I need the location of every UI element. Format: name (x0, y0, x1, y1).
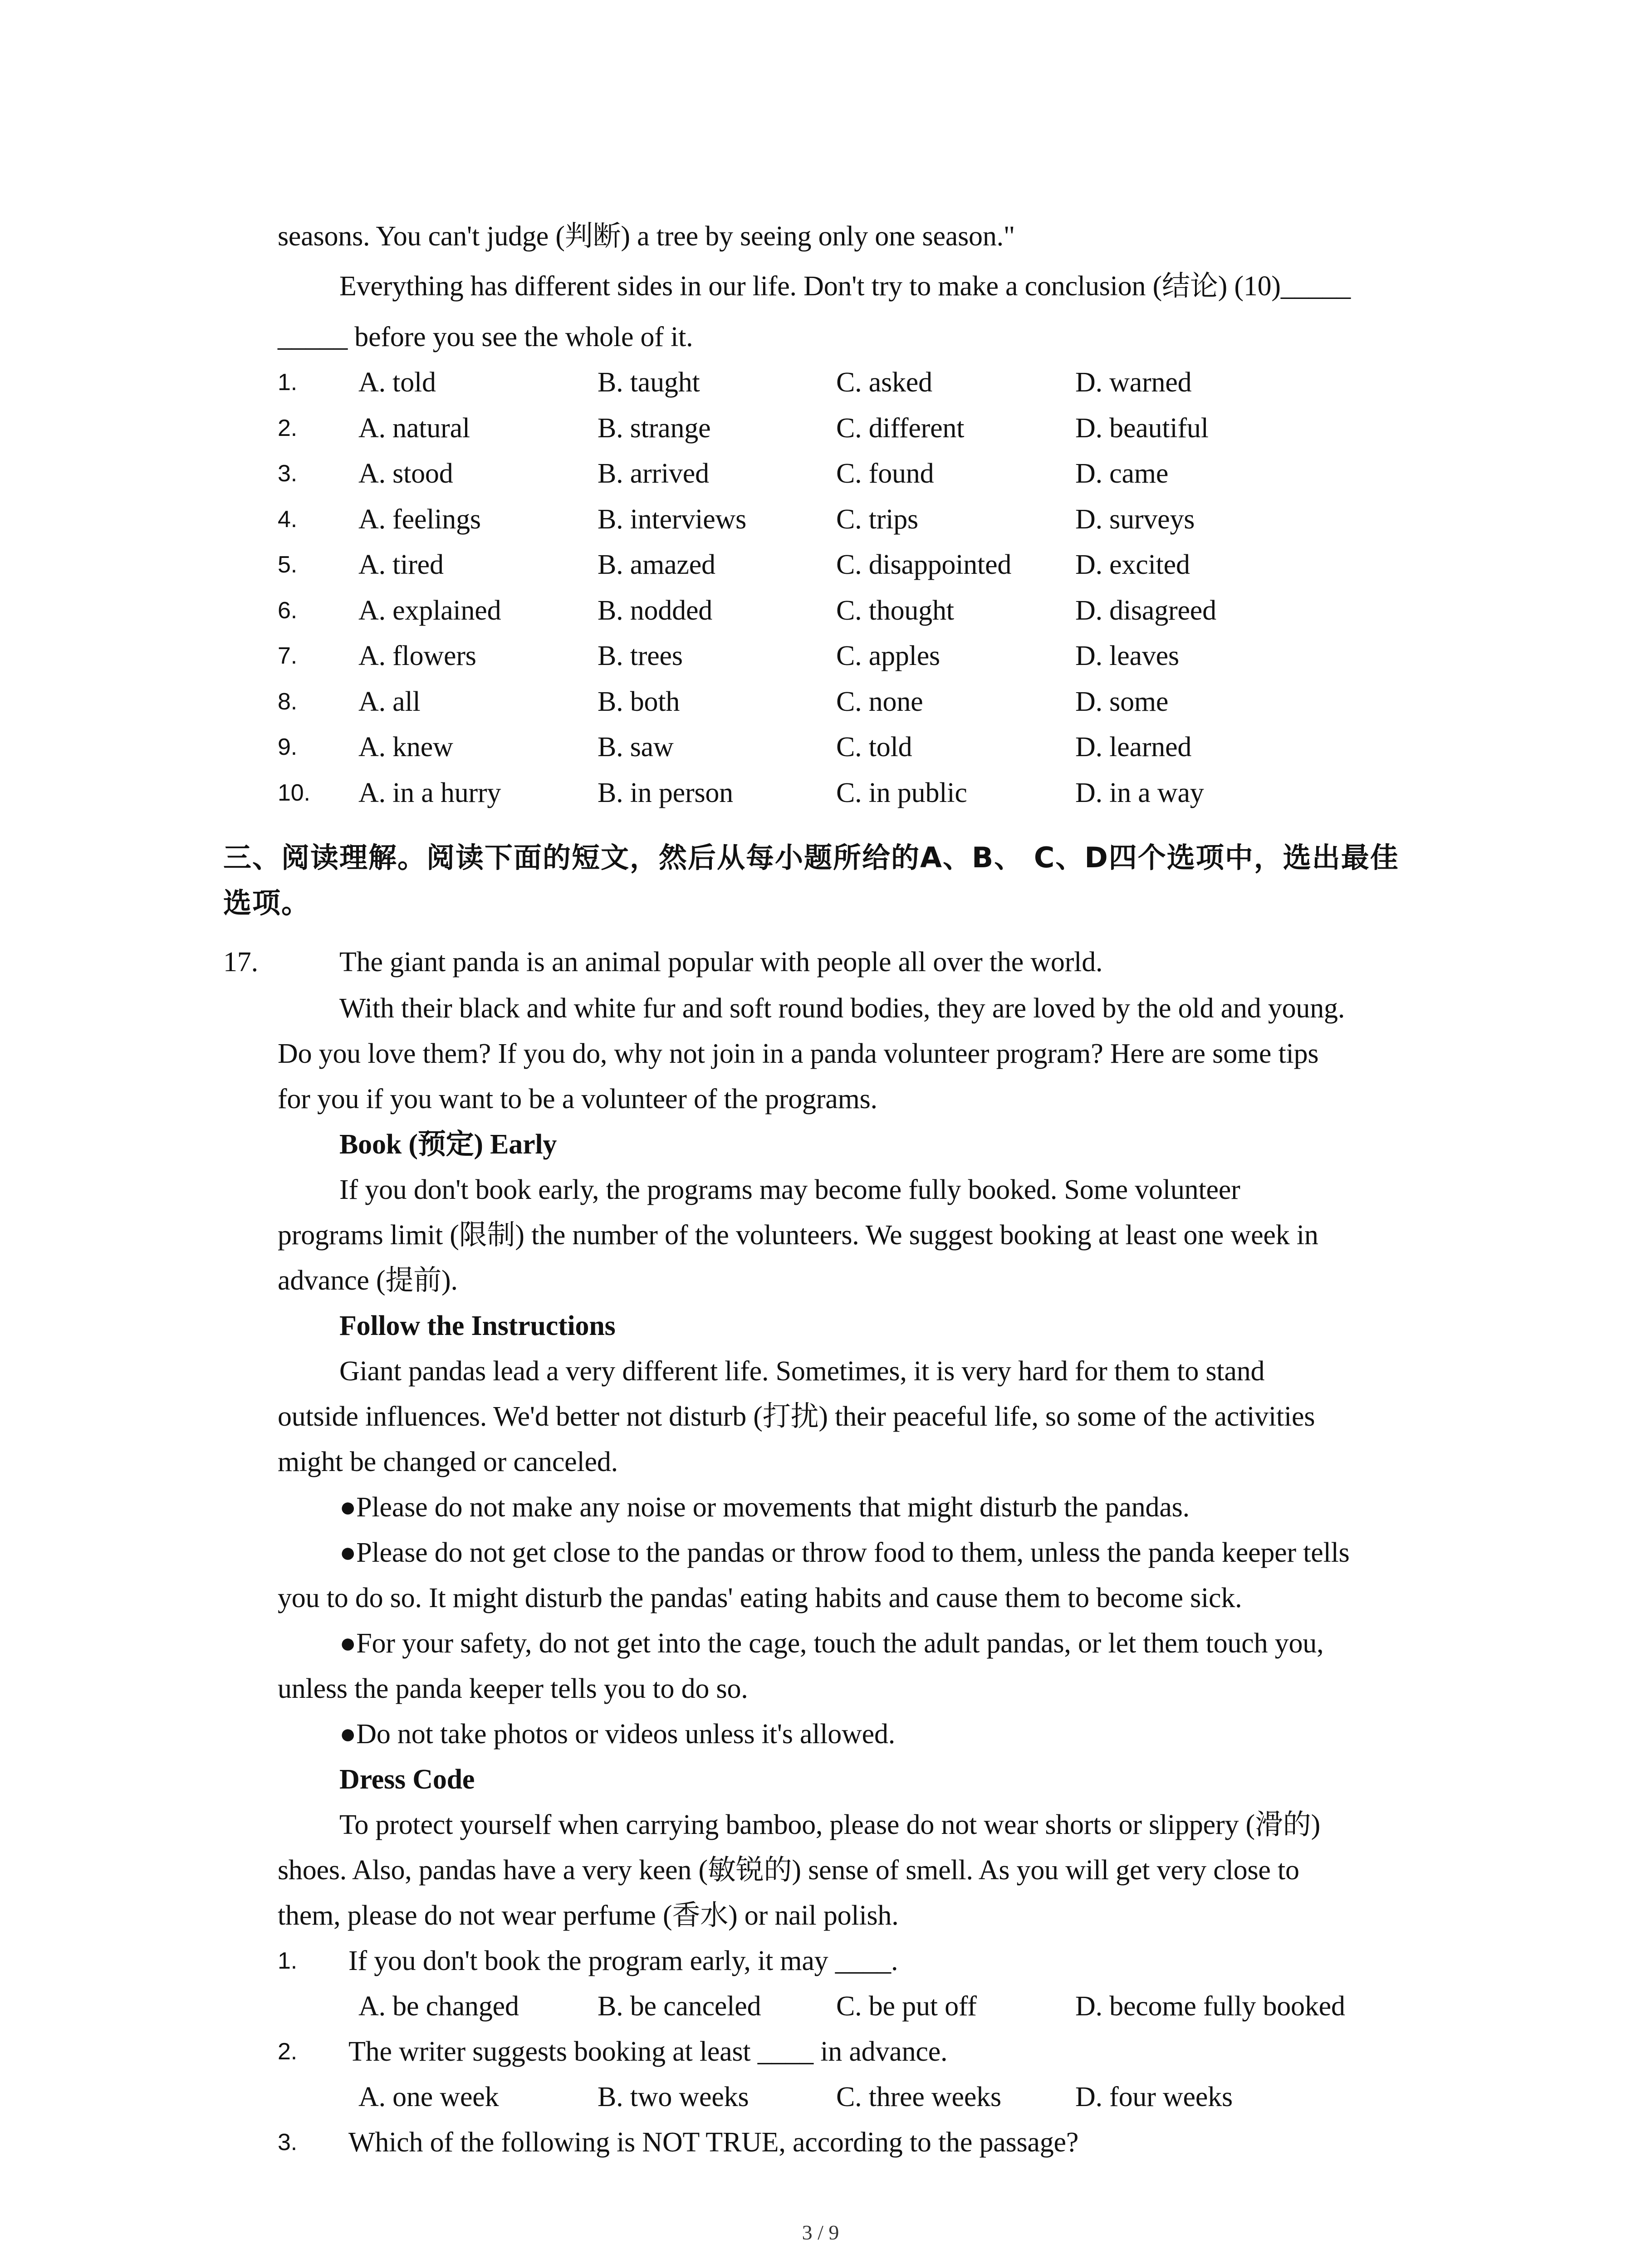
cloze-item-number: 10. (278, 780, 310, 806)
question-1-number: 1. (278, 1948, 297, 1974)
intro-line-3: _____ before you see the whole of it. (278, 322, 693, 352)
cloze-option-c: C. asked (836, 367, 932, 398)
cloze-option-a: A. stood (358, 458, 453, 489)
passage-p4-line-3: might be changed or canceled. (278, 1447, 618, 1477)
cloze-option-d: D. surveys (1075, 504, 1195, 535)
cloze-option-d: D. disagreed (1075, 595, 1216, 626)
passage-p5-line-3: them, please do not wear perfume (香水) or nail polish. (278, 1900, 899, 1931)
cloze-option-a: A. all (358, 686, 421, 717)
passage-p2-line-2: Do you love them? If you do, why not join in a panda volunteer program? Here are some tips (278, 1038, 1319, 1069)
cloze-option-c: C. thought (836, 595, 954, 626)
cloze-item-number: 4. (278, 506, 297, 533)
cloze-option-c: C. told (836, 732, 912, 763)
question-3-number: 3. (278, 2129, 297, 2156)
cloze-option-a: A. tired (358, 549, 444, 580)
cloze-option-a: A. explained (358, 595, 501, 626)
question-2-stem: The writer suggests booking at least ____ in advance. (348, 2036, 948, 2067)
cloze-option-b: B. trees (598, 640, 683, 671)
cloze-option-d: D. leaves (1075, 640, 1179, 671)
bullet-2-line-2: you to do so. It might disturb the pandas' eating habits and cause them to become sick. (278, 1583, 1242, 1613)
cloze-item-number: 9. (278, 734, 297, 760)
cloze-option-a: A. flowers (358, 640, 476, 671)
cloze-option-b: B. strange (598, 413, 711, 444)
cloze-option-b: B. arrived (598, 458, 709, 489)
cloze-option-c: C. trips (836, 504, 918, 535)
cloze-item-number: 1. (278, 369, 297, 396)
question-1-option-a: A. be changed (358, 1991, 519, 2022)
cloze-option-b: B. saw (598, 732, 674, 763)
cloze-option-d: D. beautiful (1075, 413, 1209, 444)
passage-p5-line-1: To protect yourself when carrying bamboo, please do not wear shorts or slippery (滑的) (339, 1809, 1321, 1840)
cloze-item-number: 6. (278, 597, 297, 624)
passage-p3-line-3: advance (提前). (278, 1265, 458, 1296)
question-2-option-c: C. three weeks (836, 2082, 1001, 2112)
question-1-stem: If you don't book the program early, it may ____. (348, 1945, 898, 1976)
cloze-option-b: B. nodded (598, 595, 713, 626)
passage-p2-line-3: for you if you want to be a volunteer of the programs. (278, 1084, 877, 1114)
passage-p3-line-2: programs limit (限制) the number of the volunteers. We suggest booking at least one week in (278, 1220, 1318, 1251)
cloze-option-b: B. interviews (598, 504, 747, 535)
section-heading-line-1: 三、阅读理解。阅读下面的短文，然后从每小题所给的A、B、 C、D四个选项中，选出最佳 (223, 841, 1399, 874)
passage-p5-line-2: shoes. Also, pandas have a very keen (敏锐的) sense of smell. As you will get very close to (278, 1855, 1299, 1886)
passage-p4-line-1: Giant pandas lead a very different life. Sometimes, it is very hard for them to stand (339, 1356, 1265, 1387)
passage-p4-line-2: outside influences. We'd better not disturb (打扰) their peaceful life, so some of the activities (278, 1401, 1315, 1432)
question-1-option-c: C. be put off (836, 1991, 977, 2022)
passage-p3-line-1: If you don't book early, the programs may become fully booked. Some volunteer (339, 1174, 1240, 1205)
cloze-item-number: 2. (278, 415, 297, 441)
cloze-option-c: C. found (836, 458, 934, 489)
cloze-option-a: A. feelings (358, 504, 481, 535)
bullet-3-line-1: ●For your safety, do not get into the cage, touch the adult pandas, or let them touch you, (339, 1628, 1324, 1659)
cloze-option-c: C. different (836, 413, 965, 444)
cloze-item-number: 3. (278, 460, 297, 487)
cloze-option-a: A. told (358, 367, 436, 398)
cloze-option-d: D. some (1075, 686, 1169, 717)
question-2-option-a: A. one week (358, 2082, 499, 2112)
cloze-option-d: D. in a way (1075, 777, 1204, 808)
cloze-option-a: A. in a hurry (358, 777, 501, 808)
cloze-option-b: B. both (598, 686, 680, 717)
bullet-3-line-2: unless the panda keeper tells you to do so. (278, 1673, 748, 1704)
question-1-option-d: D. become fully booked (1075, 1991, 1345, 2022)
bullet-2-line-1: ●Please do not get close to the pandas or throw food to them, unless the panda keeper tells (339, 1537, 1350, 1568)
cloze-item-number: 5. (278, 552, 297, 578)
subheading-dress-code: Dress Code (339, 1764, 475, 1795)
question-2-option-d: D. four weeks (1075, 2082, 1233, 2112)
cloze-item-number: 7. (278, 643, 297, 669)
cloze-option-c: C. in public (836, 777, 967, 808)
question-2-number: 2. (278, 2038, 297, 2065)
section-heading-line-2: 选项。 (223, 886, 311, 919)
cloze-option-c: C. none (836, 686, 923, 717)
intro-line-2: Everything has different sides in our life. Don't try to make a conclusion (结论) (10)_____ (339, 271, 1351, 302)
passage-p1: The giant panda is an animal popular with people all over the world. (339, 947, 1103, 978)
cloze-option-c: C. disappointed (836, 549, 1012, 580)
question-1-option-b: B. be canceled (598, 1991, 761, 2022)
passage-number: 17. (223, 947, 258, 978)
cloze-option-b: B. amazed (598, 549, 715, 580)
subheading-follow-instructions: Follow the Instructions (339, 1310, 616, 1341)
bullet-4: ●Do not take photos or videos unless it's allowed. (339, 1719, 896, 1750)
cloze-option-b: B. in person (598, 777, 733, 808)
cloze-option-d: D. learned (1075, 732, 1192, 763)
cloze-option-d: D. excited (1075, 549, 1190, 580)
cloze-item-number: 8. (278, 689, 297, 715)
cloze-option-d: D. came (1075, 458, 1169, 489)
question-3-stem: Which of the following is NOT TRUE, according to the passage? (348, 2127, 1079, 2158)
cloze-option-b: B. taught (598, 367, 700, 398)
page-number: 3 / 9 (802, 2221, 839, 2244)
subheading-book-early: Book (预定) Early (339, 1129, 557, 1160)
bullet-1: ●Please do not make any noise or movements that might disturb the pandas. (339, 1492, 1190, 1523)
cloze-option-c: C. apples (836, 640, 940, 671)
intro-line-1: seasons. You can't judge (判断) a tree by seeing only one season." (278, 221, 1015, 252)
question-2-option-b: B. two weeks (598, 2082, 749, 2112)
passage-p2-line-1: With their black and white fur and soft round bodies, they are loved by the old and young. (339, 993, 1345, 1024)
cloze-option-a: A. knew (358, 732, 453, 763)
cloze-option-d: D. warned (1075, 367, 1192, 398)
cloze-option-a: A. natural (358, 413, 470, 444)
